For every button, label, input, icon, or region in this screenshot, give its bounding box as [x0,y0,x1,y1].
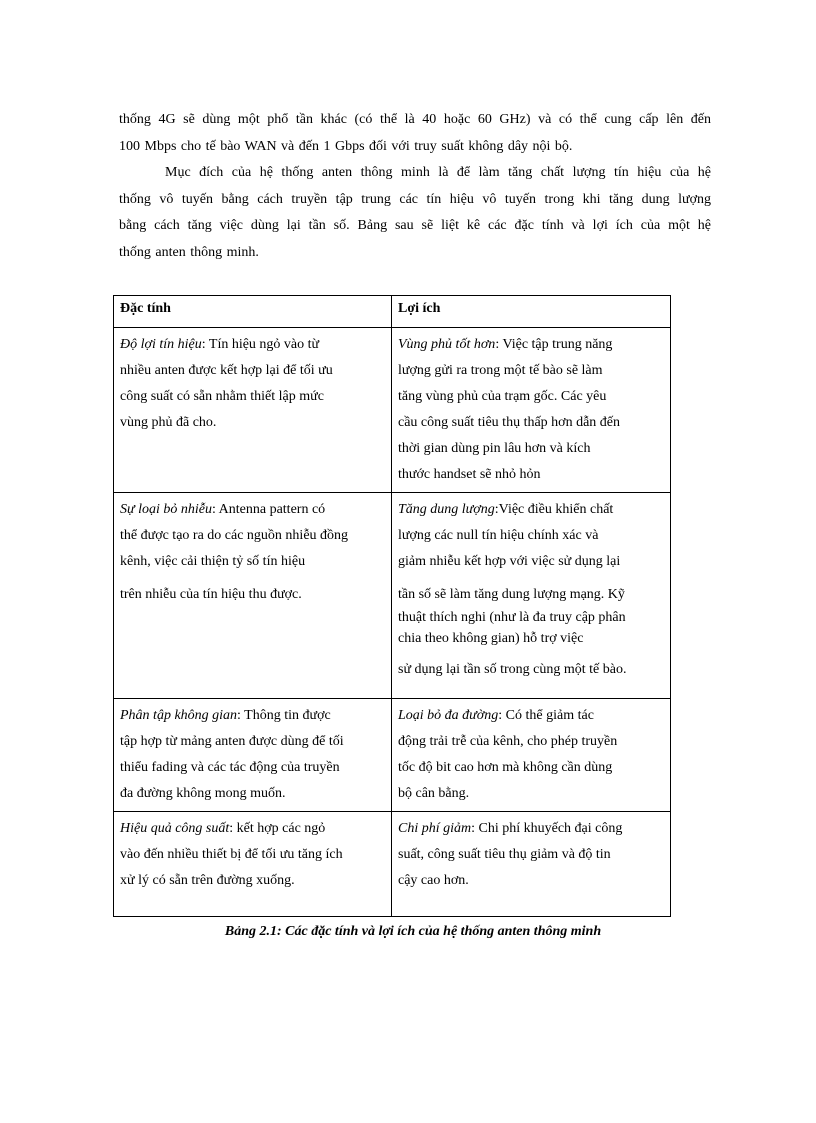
header-benefit: Lợi ích [392,296,671,328]
feature-term: Phân tập không gian [120,708,238,723]
intro-paragraph-2 [119,160,711,266]
table-row [114,493,671,699]
header-feature: Đặc tính [114,296,392,328]
benefit-term: Chi phí giảm [398,821,472,836]
table-row [114,699,671,812]
benefit-cell: Vùng phủ tốt hơn: Việc tập trung năng lượng gửi ra trong một tế bào sẽ làm tăng vùng phủ của trạm gốc. Các yêu cầu công suất tiêu thụ thấp hơn dẫn đến thời gian dùng pin lâu hơn và kích thước handset sẽ nhỏ hỏn [392,328,671,493]
intro-paragraph-1 [119,107,711,160]
feature-cell: Độ lợi tín hiệu: Tín hiệu ngỏ vào từ nhiều anten được kết hợp lại để tối ưu công suất có sẵn nhằm thiết lập mức vùng phủ đã cho. [114,328,392,493]
benefit-cell: Tăng dung lượng:Việc điều khiển chất lượng các null tín hiệu chính xác và giảm nhiễu kết hợp với việc sử dụng lại tần số sẽ làm tăng dung lượng mạng. Kỹ thuật thích nghi (như là đa truy cập phân chia theo không gian) hỗ trợ việc sử dụng lại tần số trong cùng một tế bào. [392,493,671,699]
benefit-cell: Chi phí giảm: Chi phí khuyếch đại công suất, công suất tiêu thụ giảm và độ tin cậy cao hơn. [392,812,671,917]
text-line: Mục đích của hệ thống anten thông minh là để làm tăng chất lượng tín hiệu của hệ [165,165,711,180]
benefit-cell: Loại bỏ đa đường: Có thể giảm tác động trải trễ của kênh, cho phép truyền tốc độ bit cao hơn mà không cần dùng bộ cân bằng. [392,699,671,812]
table-caption: Bảng 2.1: Các đặc tính và lợi ích của hệ thống anten thông minh [224,924,602,939]
feature-term: Hiệu quả công suất [120,821,230,836]
table-row [114,328,671,493]
text-line: bằng cách tăng việc dùng lại tần số. Bảng sau sẽ liệt kê các đặc tính và lợi ích của một hệ [119,218,711,233]
text-line: thống anten thông minh. [119,244,259,260]
feature-cell: Phân tập không gian: Thông tin được tập hợp từ mảng anten được dùng để tối thiểu fading và các tác động của truyền đa đường không mong muốn. [114,699,392,812]
text-line: thống vô tuyến bằng cách truyền tập trung các tín hiệu vô tuyến trong khi tăng dung lượng [119,191,711,207]
feature-term: Độ lợi tín hiệu [120,337,202,352]
text-line: thống 4G sẽ dùng một phổ tần khác (có thể là 40 hoặc 60 GHz) và có thể cung cấp lên đến [119,112,711,127]
text-line: 100 Mbps cho tế bào WAN và đến 1 Gbps đối với truy suất không dây nội bộ. [119,138,573,154]
table-header-row [114,296,671,328]
features-benefits-table [113,295,671,917]
feature-cell: Hiệu quả công suất: kết hợp các ngỏ vào đến nhiều thiết bị để tối ưu tăng ích xử lý có sẵn trên đường xuống. [114,812,392,917]
feature-term: Sự loại bỏ nhiễu [120,502,213,517]
benefit-term: Loại bỏ đa đường [398,708,499,723]
benefit-term: Vùng phủ tốt hơn [398,337,496,352]
table-row [114,812,671,917]
benefit-term: Tăng dung lượng [398,502,495,517]
feature-cell: Sự loại bỏ nhiễu: Antenna pattern có thể được tạo ra do các nguồn nhiễu đồng kênh, việc cải thiện tỷ số tín hiệu trên nhiễu của tín hiệu thu được. [114,493,392,699]
